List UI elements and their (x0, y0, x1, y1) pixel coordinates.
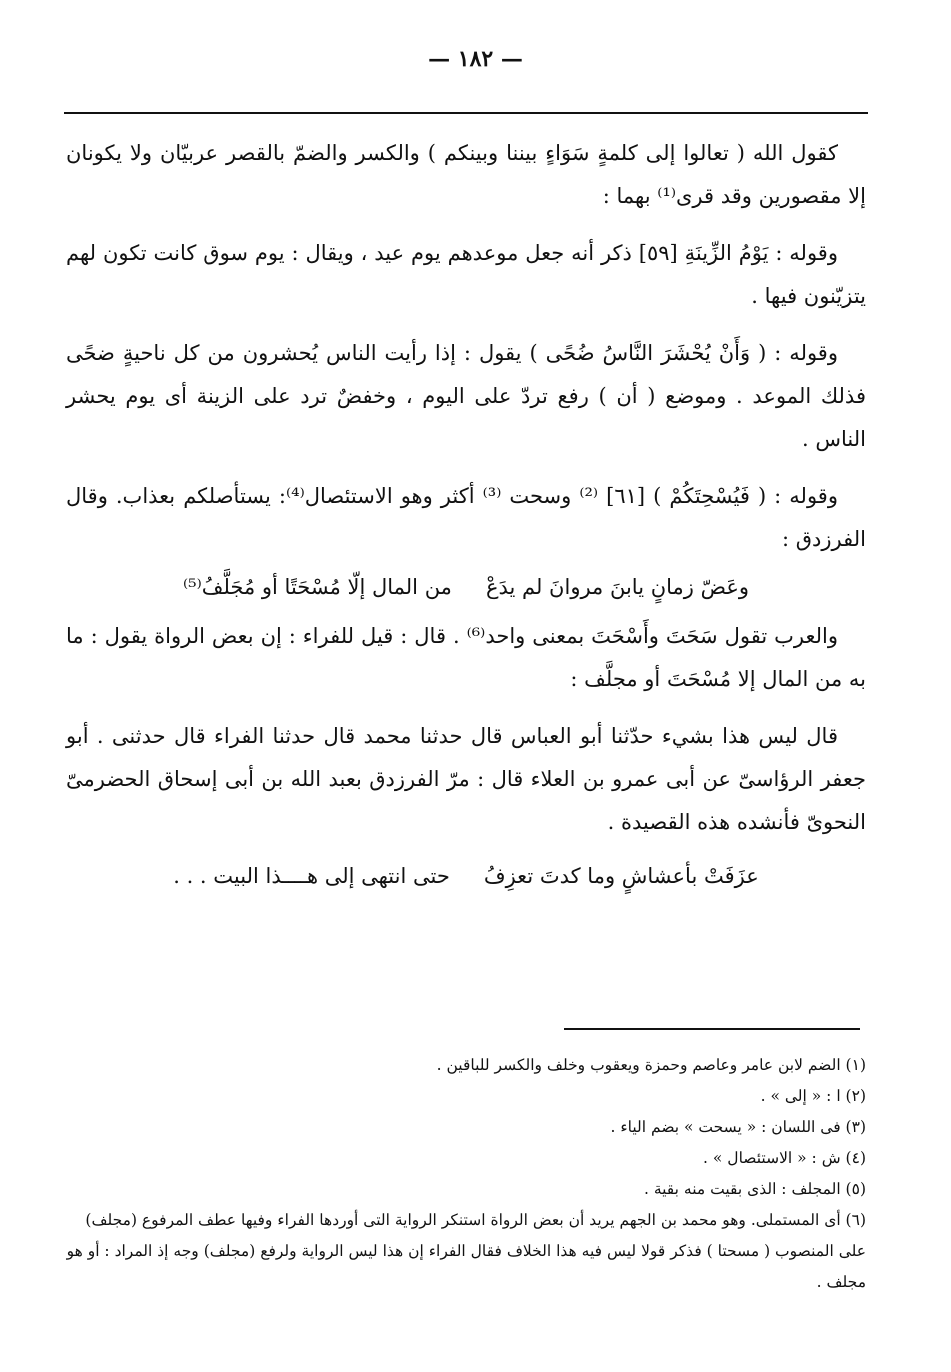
verse-1-second-hemistich: من المال إلّا مُسْحَتًا أو مُجَلَّفُ⁽⁵⁾ (182, 575, 452, 599)
footnote-4: (٤) ش : « الاستئصال » . (703, 1149, 866, 1167)
verse-2-continuation: حتى انتهى إلى هــــذا البيت . . . (173, 864, 450, 888)
footnote-2: (٢) ا : « إلى » . (760, 1087, 866, 1105)
main-text (66, 132, 866, 904)
footnote-3: (٣) فى اللسان : « يسحت » بضم الياء . (610, 1118, 866, 1136)
verse-line-2 (66, 856, 866, 896)
footnote-rule (564, 1028, 860, 1030)
header-rule (64, 112, 868, 114)
verse-1-first-hemistich: وعَضّ زمانٍ يابنَ مروانَ لم يدَعْ (485, 575, 750, 599)
verse-line-1 (66, 567, 866, 607)
paragraph-2: وقوله : يَوْمُ الزِّينَةِ [٥٩] ذكر أنه جعل موعدهم يوم عيد ، ويقال : يوم سوق كانت تكون لهم يتزيّنون فيها . (66, 241, 866, 308)
footnote-6: (٦) أى المستملى. وهو محمد بن الجهم يريد أن بعض الرواة استنكر الرواية التى أوردها الفراء وفيها عطف المرفوع (مجلف) على المنصوب ( مسحتا ) فذكر قولا ليس فيه هذا الخلاف فقال الفراء إن هذا ليس الرواية ولرفع (مجلف) وجه إذ المراد : أو هو مجلف . (66, 1211, 866, 1291)
paragraph-after-verse: والعرب تقول سَحَتَ وأَسْحَتَ بمعنى واحد⁽⁶⁾ . قال : قيل للفراء : إن بعض الرواة يقول : ما به من المال إلا مُسْحَتَ أو مجلَّف : (66, 624, 866, 691)
page-number: — ١٨٢ — (428, 46, 523, 72)
footnote-1: (١) الضم لابن عامر وعاصم وحمزة ويعقوب وخلف والكسر للباقين . (436, 1056, 866, 1074)
verse-2-first-hemistich: عزَفَتْ بأعشاشٍ وما كدتَ تعزِفُ (483, 864, 759, 888)
paragraph-3: وقوله : ( وَأَنْ يُحْشَرَ النَّاسُ ضُحًى ) يقول : إذا رأيت الناس يُحشرون من كل ناحيةٍ ضحًى فذلك الموعد . وموضع ( أن ) رفع تردّ على اليوم ، وخفضٌ ترد على الزينة أى يوم يحشر الناس . (66, 341, 866, 451)
footnotes (66, 1050, 866, 1298)
footnote-5: (٥) المجلف : الذى بقيت منه بقية . (643, 1180, 866, 1198)
paragraph-quote: قال ليس هذا بشيء حدّثنا أبو العباس قال حدثنا محمد قال حدثنا الفراء قال حدثنى . أبو جعفر الرؤاسىّ عن أبى عمرو بن العلاء قال : مرّ الفرزدق بعبد الله بن أبى إسحاق الحضرمىّ النحوىّ فأنشده هذه القصيدة . (66, 724, 866, 834)
paragraph-1: كقول الله ( تعالوا إلى كلمةٍ سَوَاءٍ بيننا وبينكم ) والكسر والضمّ بالقصر عربيّان ولا يكونان إلا مقصورين وقد قرى⁽¹⁾ بهما : (66, 141, 866, 208)
paragraph-4: وقوله : ( فَيُسْحِتَكُمْ ) [٦١] ⁽²⁾ وسحت ⁽³⁾ أكثر وهو الاستئصال⁽⁴⁾: يستأصلكم بعذاب. وقال الفرزدق : (66, 484, 866, 551)
